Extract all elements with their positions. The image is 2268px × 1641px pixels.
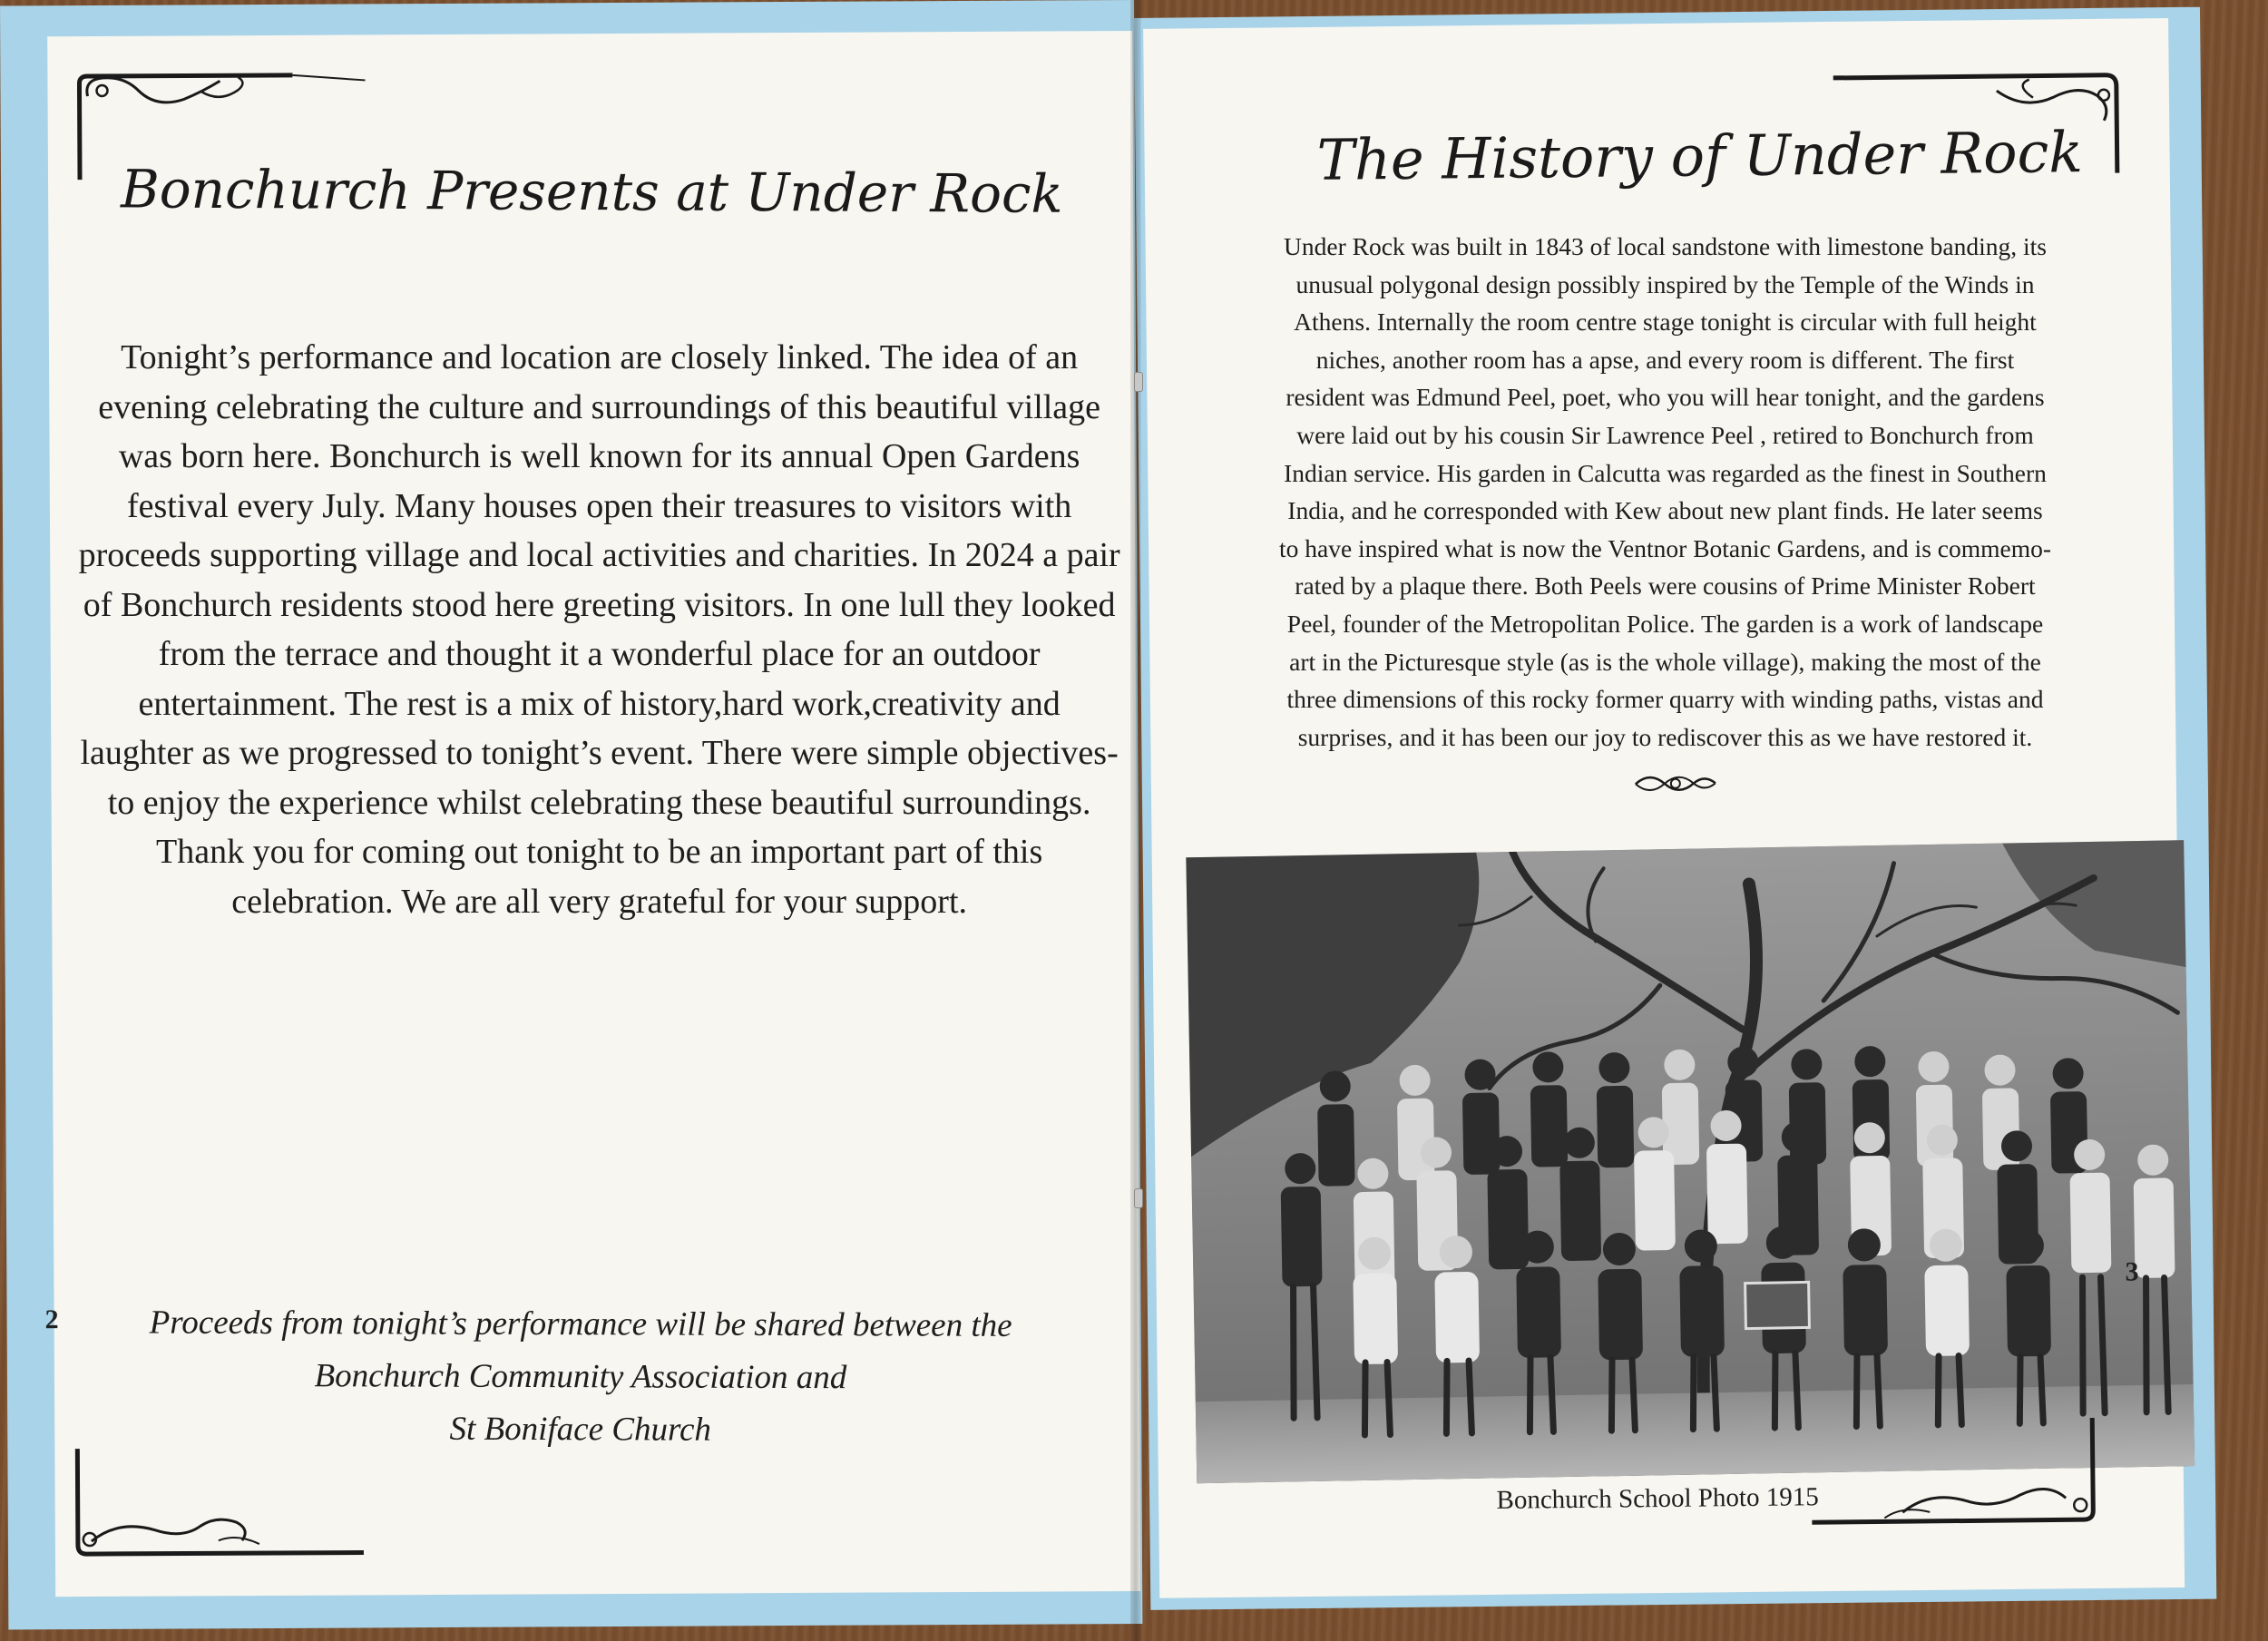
history-line: art in the Picturesque style (as is the whole village), making the most of the: [1289, 647, 2041, 676]
left-page-body: [78, 333, 1121, 926]
bottom-left-corner-flourish: [64, 1445, 391, 1565]
history-line: rated by a plaque there. Both Peels were cousins of Prime Minister Robert: [1295, 571, 2036, 601]
section-divider-flourish: [1632, 767, 1719, 800]
proceeds-note: [127, 1296, 1035, 1457]
staple: [1134, 372, 1143, 392]
history-line: unusual polygonal design possibly inspired by the Temple of the Winds in: [1295, 269, 2035, 298]
history-line: Indian service. His garden in Calcutta was regarded as the finest in Southern: [1284, 458, 2047, 487]
history-line: resident was Edmund Peel, poet, who you will hear tonight, and the gardens: [1286, 383, 2045, 412]
page-number-right: 3: [2125, 1256, 2139, 1287]
history-line: Peel, founder of the Metropolitan Police. The garden is a work of landscape: [1286, 609, 2044, 638]
bottom-right-corner-flourish: [1793, 1416, 2120, 1538]
school-photo-image: [1186, 840, 2195, 1483]
proceeds-note-line: Bonchurch Community Association and: [314, 1357, 847, 1397]
history-line: India, and he corresponded with Kew about new plant finds. He later seems: [1287, 496, 2043, 525]
left-page: [44, 31, 1140, 1597]
history-line: to have inspired what is now the Ventnor Botanic Gardens, and is commemo-: [1278, 533, 2052, 562]
right-cover-sheet: [1134, 7, 2216, 1610]
thank-you-paragraph: Thank you for coming out tonight to be an important part of this celebration. We are all very grateful for your support.: [155, 833, 1043, 921]
photo-caption: Bonchurch School Photo 1915: [1496, 1482, 1819, 1515]
history-line: surprises, and it has been our joy to rediscover this as we have restored it.: [1297, 722, 2033, 751]
intro-paragraph: Tonight’s performance and location are closely linked. The idea of an evening celebrating the culture and surroundings of this beautiful village was born here. Bonchurch is well known for its annual Open Gardens festival every July. Many houses open their treasures to visitors with proceeds supporting village and local activities and charities. In 2024 a pair of Bonchurch residents stood here greeting visitors. In one lull they looked from the terrace and thought it a wonderful place for an outdoor entertainment. The rest is a mix of history,hard work,creativity and laughter as we progressed to tonight’s event. There were simple objectives-to enjoy the experience whilst celebrating these beautiful surroundings.: [78, 338, 1120, 822]
right-page-body: [1170, 228, 2159, 756]
left-page-title: Bonchurch Presents at Under Rock: [120, 158, 1063, 225]
proceeds-note-line: Proceeds from tonight’s performance will be shared between the: [149, 1304, 1012, 1344]
history-line: Under Rock was built in 1843 of local sandstone with limestone banding, its: [1284, 231, 2047, 260]
booklet-spine: [1130, 0, 1141, 1641]
right-page-title: The History of Under Rock: [1316, 119, 2084, 193]
history-line: three dimensions of this rocky former quarry with winding paths, vistas and: [1286, 685, 2044, 714]
school-photo: [1186, 840, 2195, 1483]
history-line: were laid out by his cousin Sir Lawrence Peel , retired to Bonchurch from: [1296, 420, 2034, 449]
right-page: [1143, 18, 2185, 1598]
staple: [1134, 1188, 1143, 1208]
history-line: Athens. Internally the room centre stage tonight is circular with full height: [1294, 308, 2037, 337]
proceeds-note-line: St Boniface Church: [449, 1410, 712, 1449]
page-number-left: 2: [44, 1304, 59, 1335]
history-line: niches, another room has a apse, and every room is different. The first: [1315, 345, 2015, 374]
